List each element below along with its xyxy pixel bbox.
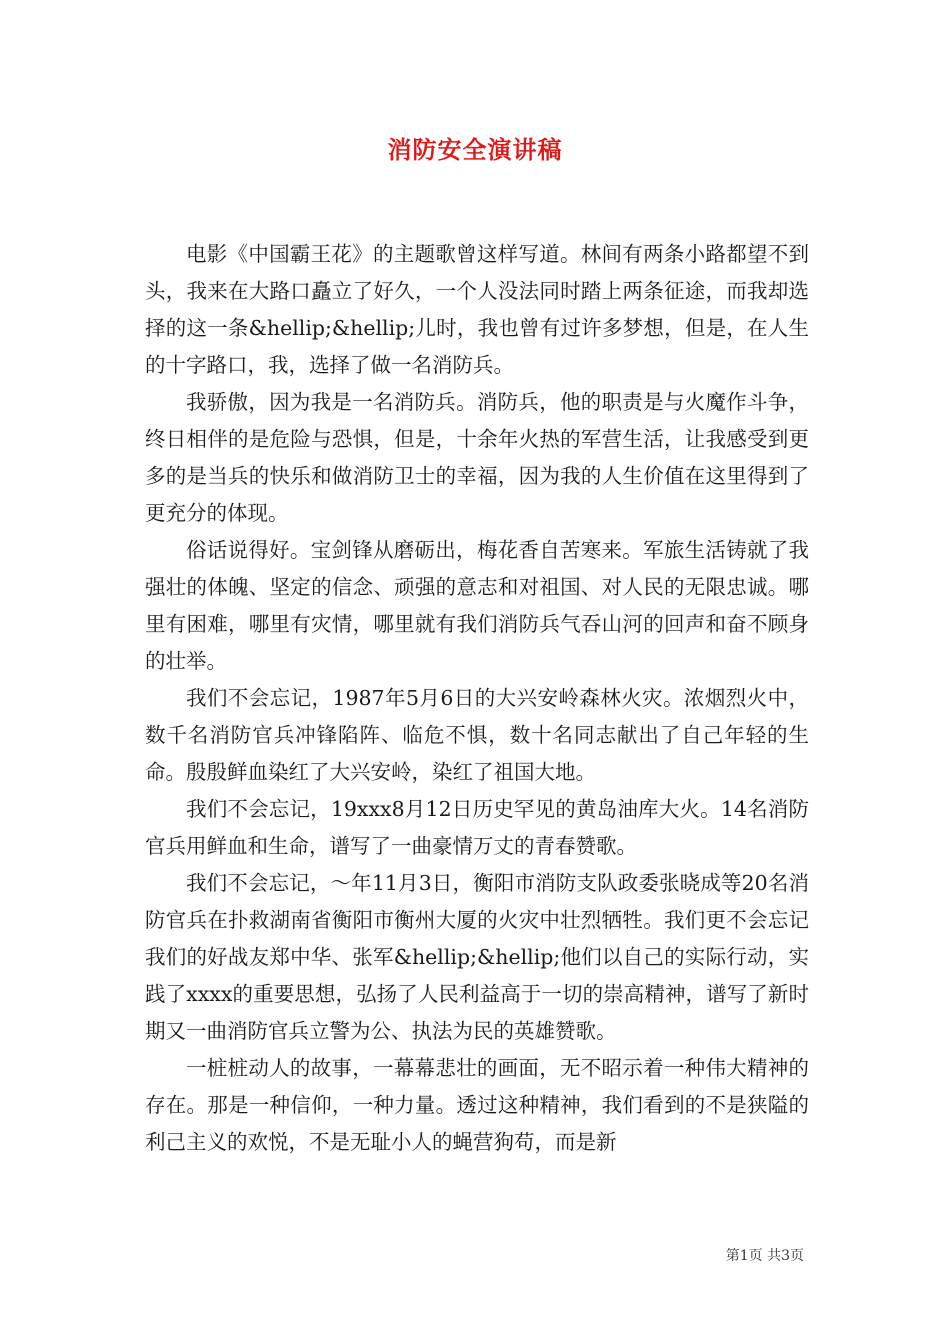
paragraph: 我骄傲，因为我是一名消防兵。消防兵，他的职责是与火魔作斗争，终日相伴的是危险与恐惧，但是，十余年火热的军营生活，让我感受到更多的是当兵的快乐和做消防卫士的幸福，因为我的人生价值在这里得到了更充分的体现。 [145,390,809,525]
paragraph: 我们不会忘记，～年11月3日，衡阳市消防支队政委张晓成等20名消防官兵在扑救湖南省衡阳市衡州大厦的火灾中壮烈牺牲。我们更不会忘记我们的好战友郑中华、张军&hellip;&hellip;他们以自己的实际行动，实践了xxxx的重要思想，弘扬了人民利益高于一切的崇高精神，谱写了新时期又一曲消防官兵立警为公、执法为民的英雄赞歌。 [145,871,809,1043]
paragraph: 一桩桩动人的故事，一幕幕悲壮的画面，无不昭示着一种伟大精神的存在。那是一种信仰，一种力量。透过这种精神，我们看到的不是狭隘的利己主义的欢悦，不是无耻小人的蝇营狗苟，而是新 [145,1056,809,1154]
document-title: 消防安全演讲稿 [387,135,563,164]
paragraph: 俗话说得好。宝剑锋从磨砺出，梅花香自苦寒来。军旅生活铸就了我强壮的体魄、坚定的信念、顽强的意志和对祖国、对人民的无限忠诚。哪里有困难，哪里有灾情，哪里就有我们消防兵气吞山河的回声和奋不顾身的壮举。 [145,538,809,673]
paragraph: 我们不会忘记，1987年5月6日的大兴安岭森林火灾。浓烟烈火中，数千名消防官兵冲锋陷阵、临危不惧，数十名同志献出了自己年轻的生命。殷殷鲜血染红了大兴安岭，染红了祖国大地。 [145,686,809,784]
paragraph: 我们不会忘记，19xxx8月12日历史罕见的黄岛油库大火。14名消防官兵用鲜血和生命，谱写了一曲豪情万丈的青春赞歌。 [145,797,809,858]
paragraph: 电影《中国霸王花》的主题歌曾这样写道。林间有两条小路都望不到头，我来在大路口矗立了好久，一个人没法同时踏上两条征途，而我却选择的这一条&hellip;&hellip;儿时，我也曾有过许多梦想，但是，在人生的十字路口，我，选择了做一名消防兵。 [145,242,809,377]
page-number-footer: 第1页 共3页 [725,1248,804,1264]
document-body [145,236,809,1161]
